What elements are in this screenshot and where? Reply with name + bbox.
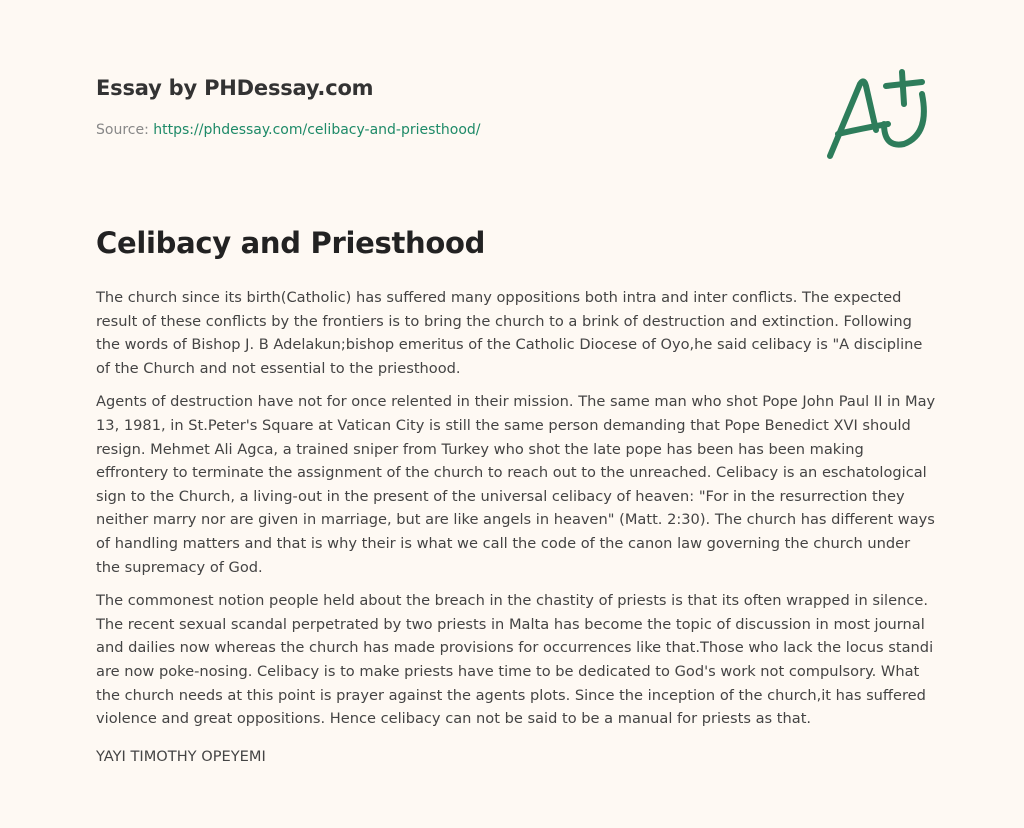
paragraph: The commonest notion people held about the breach in the chastity of priests is that its often wrapped in silence. The recent sexual scandal perpetrated by two priests in Malta has become the topic of discussion in most journal and dailies now whereas the church has made provisions for occurrences like that.Those who lack the locus standi are now poke-nosing. Celibacy is to make priests have time to be dedicated to God's work not compulsory. What the church needs at this point is prayer against the agents plots. Since the inception of the church,it has suffered violence and great oppositions. Hence celibacy can not be said to be a manual for priests as that. — [96, 592, 934, 728]
paragraph: The church since its birth(Catholic) has suffered many oppositions both intra and inter conflicts. The expected result of these conflicts by the frontiers is to bring the church to a brink of destruction and extinction. Following the words of Bishop J. B Adelakun;bishop emeritus of the Catholic Diocese of Oyo,he said celibacy is "A discipline of the Church and not essential to the priesthood. — [96, 289, 923, 377]
site-title: Essay by PHDessay.com — [96, 76, 374, 100]
paragraph: Agents of destruction have not for once relented in their mission. The same man who shot Pope John Paul II in May 13, 1981, in St.Peter's Square at Vatican City is still the same person demanding that Pope Benedict XVI should resign. Mehmet Ali Agca, a trained sniper from Turkey who shot the late pope has been has been making effrontery to terminate the assignment of the church to reach out to the unreached. Celibacy is an eschatological sign to the Church, a living-out in the present of the universal celibacy of heaven: "For in the resurrection they neither marry nor are given in marriage, but are like angels in heaven" (Matt. 2:30). The church has different ways of handling matters and that is why their is what we call the code of the canon law governing the church under the supremacy of God. — [96, 393, 936, 576]
essay-body — [96, 286, 936, 768]
author: YAYI TIMOTHY OPEYEMI — [96, 747, 266, 765]
a-plus-logo-icon — [818, 64, 938, 168]
source-line — [96, 122, 481, 138]
source-label: Source: — [96, 122, 149, 138]
source-link[interactable]: https://phdessay.com/celibacy-and-priesthood/ — [153, 122, 481, 138]
header — [96, 76, 481, 138]
essay-title: Celibacy and Priesthood — [96, 226, 486, 260]
